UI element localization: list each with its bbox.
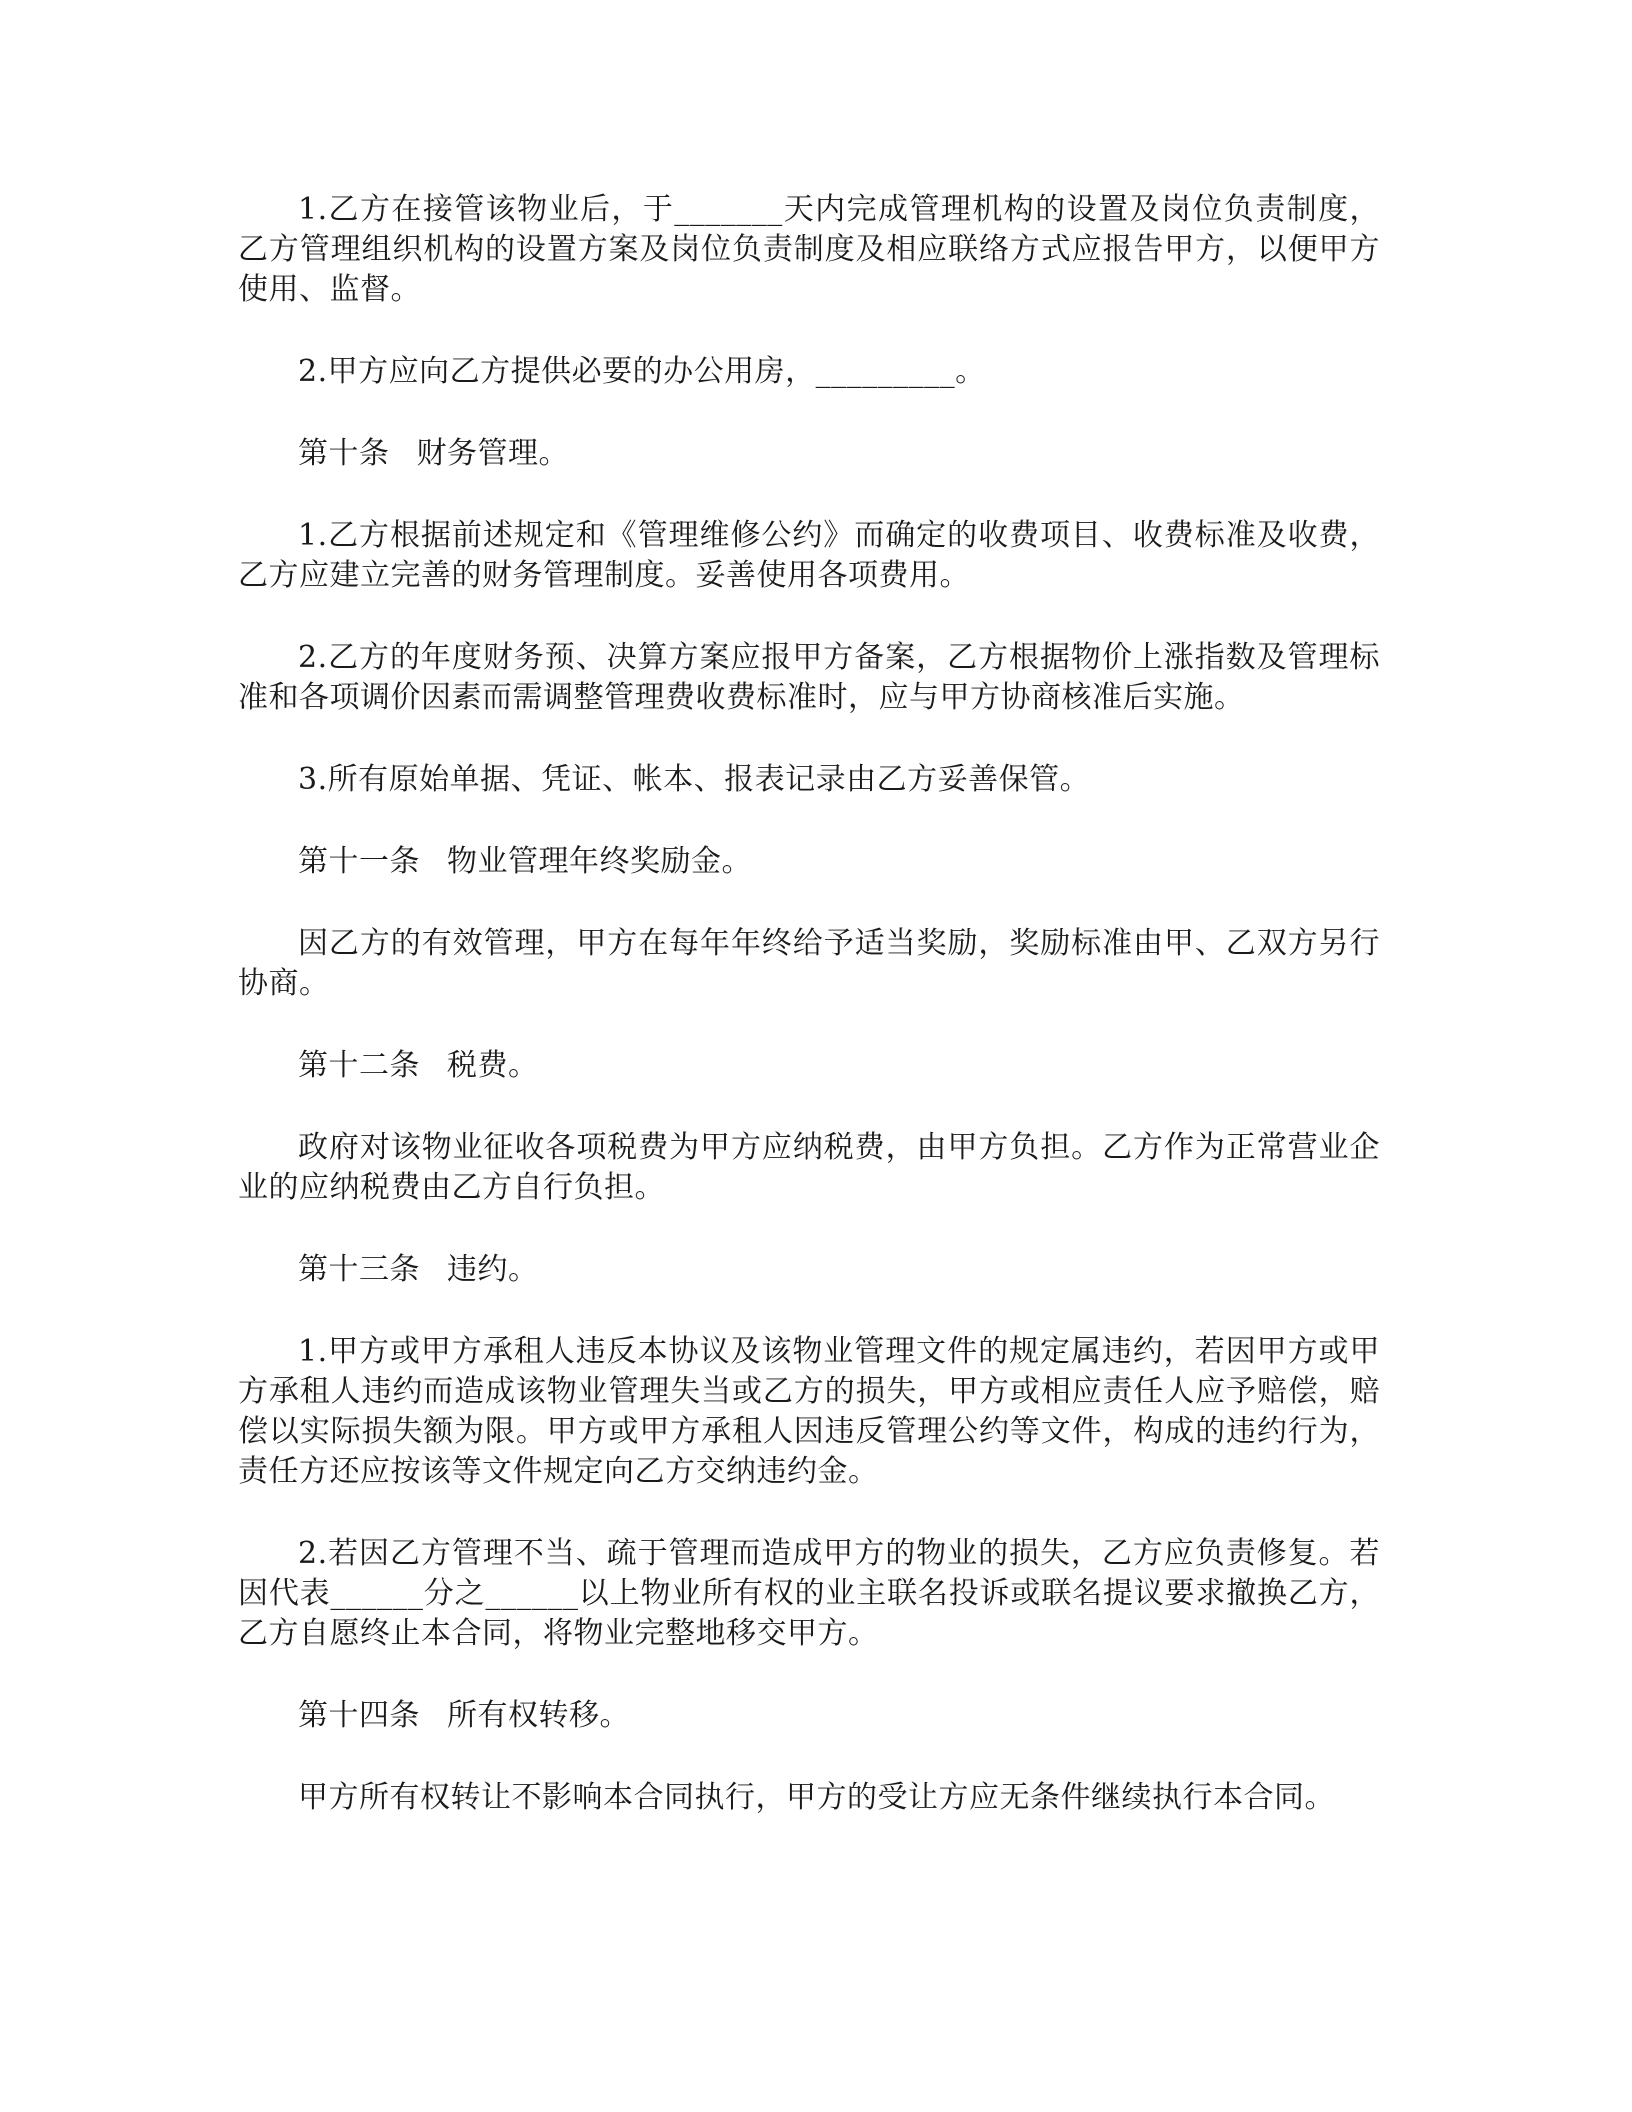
clause-9-item-1: 1.乙方在接管该物业后，于_______天内完成管理机构的设置及岗位负责制度，乙方管理组织机构的设置方案及岗位负责制度及相应联络方式应报告甲方，以便甲方使用、监督。 (238, 192, 1380, 307)
article-label: 第十条 (298, 436, 390, 471)
article-10-item-1: 1.乙方根据前述规定和《管理维修公约》而确定的收费项目、收费标准及收费，乙方应建立完善的财务管理制度。妥善使用各项费用。 (238, 518, 1380, 593)
article-title: 税费。 (447, 1048, 539, 1083)
article-title: 所有权转移。 (447, 1698, 630, 1733)
article-label: 第十一条 (298, 844, 420, 879)
article-label: 第十二条 (298, 1048, 420, 1083)
article-11-heading (238, 842, 1380, 882)
article-12-heading (238, 1046, 1380, 1086)
article-11-body: 因乙方的有效管理，甲方在每年年终给予适当奖励，奖励标准由甲、乙双方另行协商。 (238, 926, 1380, 1001)
article-label: 第十四条 (298, 1698, 420, 1733)
article-title: 违约。 (447, 1252, 539, 1287)
article-12-body: 政府对该物业征收各项税费为甲方应纳税费，由甲方负担。乙方作为正常营业企业的应纳税费由乙方自行负担。 (238, 1130, 1380, 1205)
clause-9-item-2: 2.甲方应向乙方提供必要的办公用房，_________。 (298, 354, 986, 389)
article-13-item-2: 2.若因乙方管理不当、疏于管理而造成甲方的物业的损失，乙方应负责修复。若因代表______分之______以上物业所有权的业主联名投诉或联名提议要求撤换乙方，乙方自愿终止本合同，将物业完整地移交甲方。 (238, 1536, 1380, 1651)
article-label: 第十三条 (298, 1252, 420, 1287)
article-title: 财务管理。 (416, 436, 569, 471)
article-10-item-3: 3.所有原始单据、凭证、帐本、报表记录由乙方妥善保管。 (298, 762, 1091, 797)
article-10-heading (238, 434, 1380, 474)
article-13-heading (238, 1250, 1380, 1290)
article-title: 物业管理年终奖励金。 (447, 844, 752, 879)
article-14-body: 甲方所有权转让不影响本合同执行，甲方的受让方应无条件继续执行本合同。 (298, 1780, 1335, 1815)
article-14-heading (238, 1696, 1380, 1736)
document-body (238, 190, 1380, 1860)
article-10-item-2: 2.乙方的年度财务预、决算方案应报甲方备案，乙方根据物价上涨指数及管理标准和各项调价因素而需调整管理费收费标准时，应与甲方协商核准后实施。 (238, 640, 1380, 715)
article-13-item-1: 1.甲方或甲方承租人违反本协议及该物业管理文件的规定属违约，若因甲方或甲方承租人违约而造成该物业管理失当或乙方的损失，甲方或相应责任人应予赔偿，赔偿以实际损失额为限。甲方或甲方承租人因违反管理公约等文件，构成的违约行为，责任方还应按该等文件规定向乙方交纳违约金。 (238, 1334, 1380, 1489)
